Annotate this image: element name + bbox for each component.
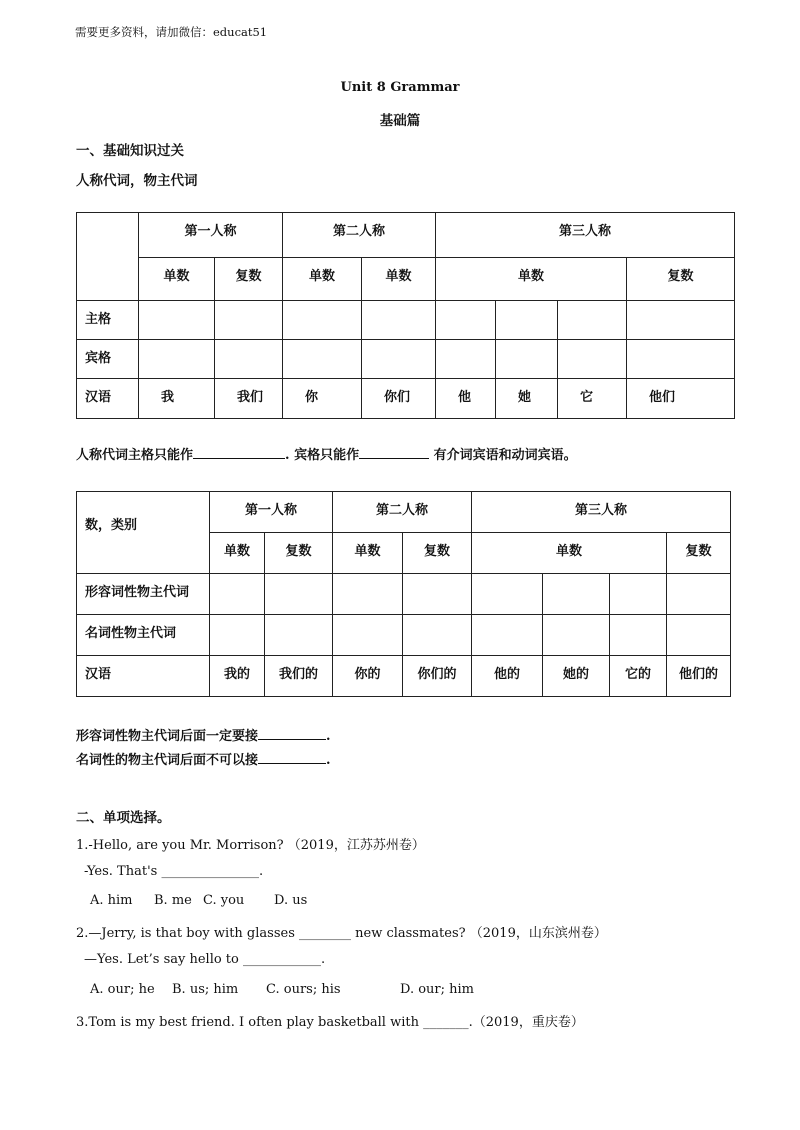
answer-cell[interactable] — [362, 340, 436, 379]
answer-cell[interactable] — [210, 574, 265, 615]
sub-header-cell: 复数 — [265, 533, 333, 574]
answer-cell[interactable] — [558, 340, 627, 379]
question-1-option-a[interactable]: A. him — [90, 893, 133, 908]
row-label: 汉语 — [77, 656, 210, 697]
group-header-second-person: 第二人称 — [283, 213, 436, 258]
table-corner-cell: 数，类别 — [77, 492, 210, 574]
question-2-option-a[interactable]: A. our; he — [90, 982, 155, 997]
answer-cell[interactable] — [265, 615, 333, 656]
pronoun-rule-sentence: 人称代词主格只能作 . 宾格只能作 有介词宾语和动词宾语。 — [76, 448, 577, 463]
group-header-first-person: 第一人称 — [139, 213, 283, 258]
answer-cell[interactable] — [610, 574, 667, 615]
note-line-2: 名词性的物主代词后面不可以接 . — [76, 753, 331, 768]
meaning-cell: 他 — [436, 379, 496, 419]
sub-header-cell: 单数 — [139, 258, 215, 301]
sub-header-cell: 单数 — [210, 533, 265, 574]
answer-cell[interactable] — [215, 301, 283, 340]
meaning-cell: 你 — [283, 379, 362, 419]
meaning-cell: 他们 — [627, 379, 735, 419]
section2-heading: 二、单项选择。 — [76, 810, 171, 826]
answer-cell[interactable] — [558, 301, 627, 340]
answer-cell[interactable] — [139, 340, 215, 379]
meaning-cell: 我的 — [210, 656, 265, 697]
answer-cell[interactable] — [496, 340, 558, 379]
header-note: 需要更多资料，请加微信：educat51 — [75, 25, 268, 39]
sub-header-cell: 复数 — [403, 533, 472, 574]
question-1-option-c[interactable]: C. you — [203, 893, 245, 908]
sub-header-cell: 单数 — [362, 258, 436, 301]
question-1: 1.-Hello, are you Mr. Morrison? （2019，江苏苏州卷） — [76, 838, 425, 853]
answer-cell[interactable] — [627, 340, 735, 379]
group-header-third-person: 第三人称 — [436, 213, 735, 258]
answer-cell[interactable] — [543, 615, 610, 656]
note-line-1: 形容词性物主代词后面一定要接 . — [76, 729, 331, 744]
table-corner-cell — [77, 213, 139, 301]
question-1-option-d[interactable]: D. us — [274, 893, 308, 908]
row-label: 名词性物主代词 — [77, 615, 210, 656]
sub-header-cell: 复数 — [667, 533, 731, 574]
question-3: 3.Tom is my best friend. I often play basketball with _______.（2019，重庆卷） — [76, 1015, 584, 1030]
page-subtitle: 基础篇 — [379, 113, 421, 129]
answer-cell[interactable] — [333, 615, 403, 656]
question-1-reply: -Yes. That's _______________. — [84, 864, 264, 879]
group-header-second-person: 第二人称 — [333, 492, 472, 533]
answer-cell[interactable] — [215, 340, 283, 379]
answer-cell[interactable] — [265, 574, 333, 615]
row-label: 宾格 — [77, 340, 139, 379]
row-label: 汉语 — [77, 379, 139, 419]
question-2-option-b[interactable]: B. us; him — [172, 982, 239, 997]
answer-cell[interactable] — [667, 615, 731, 656]
personal-pronoun-table — [76, 212, 735, 419]
answer-cell[interactable] — [543, 574, 610, 615]
answer-cell[interactable] — [472, 615, 543, 656]
fill-blank[interactable] — [359, 446, 429, 459]
question-2-reply: —Yes. Let’s say hello to ____________. — [84, 952, 326, 967]
answer-cell[interactable] — [333, 574, 403, 615]
sub-header-cell: 单数 — [333, 533, 403, 574]
fill-blank[interactable] — [258, 751, 326, 764]
answer-cell[interactable] — [283, 301, 362, 340]
meaning-cell: 我们 — [215, 379, 283, 419]
row-label: 主格 — [77, 301, 139, 340]
sub-header-cell: 单数 — [472, 533, 667, 574]
meaning-cell: 你的 — [333, 656, 403, 697]
group-header-third-person: 第三人称 — [472, 492, 731, 533]
page-title: Unit 8 Grammar — [340, 80, 460, 95]
possessive-pronoun-table — [76, 491, 731, 697]
meaning-cell: 他们的 — [667, 656, 731, 697]
question-1-option-b[interactable]: B. me — [154, 893, 192, 908]
meaning-cell: 我 — [139, 379, 215, 419]
question-2-option-d[interactable]: D. our; him — [400, 982, 475, 997]
answer-cell[interactable] — [667, 574, 731, 615]
sub-header-cell: 单数 — [436, 258, 627, 301]
answer-cell[interactable] — [403, 615, 472, 656]
group-header-first-person: 第一人称 — [210, 492, 333, 533]
answer-cell[interactable] — [210, 615, 265, 656]
answer-cell[interactable] — [610, 615, 667, 656]
answer-cell[interactable] — [436, 340, 496, 379]
answer-cell[interactable] — [403, 574, 472, 615]
meaning-cell: 你们 — [362, 379, 436, 419]
section1-heading: 一、基础知识过关 — [76, 143, 184, 159]
fill-blank[interactable] — [193, 446, 285, 459]
answer-cell[interactable] — [283, 340, 362, 379]
sub-header-cell: 复数 — [215, 258, 283, 301]
answer-cell[interactable] — [496, 301, 558, 340]
answer-cell[interactable] — [472, 574, 543, 615]
meaning-cell: 我们的 — [265, 656, 333, 697]
meaning-cell: 它 — [558, 379, 627, 419]
question-2-option-c[interactable]: C. ours; his — [266, 982, 341, 997]
meaning-cell: 你们的 — [403, 656, 472, 697]
answer-cell[interactable] — [139, 301, 215, 340]
sub-header-cell: 单数 — [283, 258, 362, 301]
fill-blank[interactable] — [258, 727, 326, 740]
sub-header-cell: 复数 — [627, 258, 735, 301]
meaning-cell: 她 — [496, 379, 558, 419]
meaning-cell: 它的 — [610, 656, 667, 697]
row-label: 形容词性物主代词 — [77, 574, 210, 615]
answer-cell[interactable] — [436, 301, 496, 340]
section1-subheading: 人称代词，物主代词 — [76, 173, 198, 189]
answer-cell[interactable] — [362, 301, 436, 340]
answer-cell[interactable] — [627, 301, 735, 340]
meaning-cell: 他的 — [472, 656, 543, 697]
meaning-cell: 她的 — [543, 656, 610, 697]
question-2: 2.—Jerry, is that boy with glasses ________ new classmates? （2019，山东滨州卷） — [76, 926, 607, 941]
